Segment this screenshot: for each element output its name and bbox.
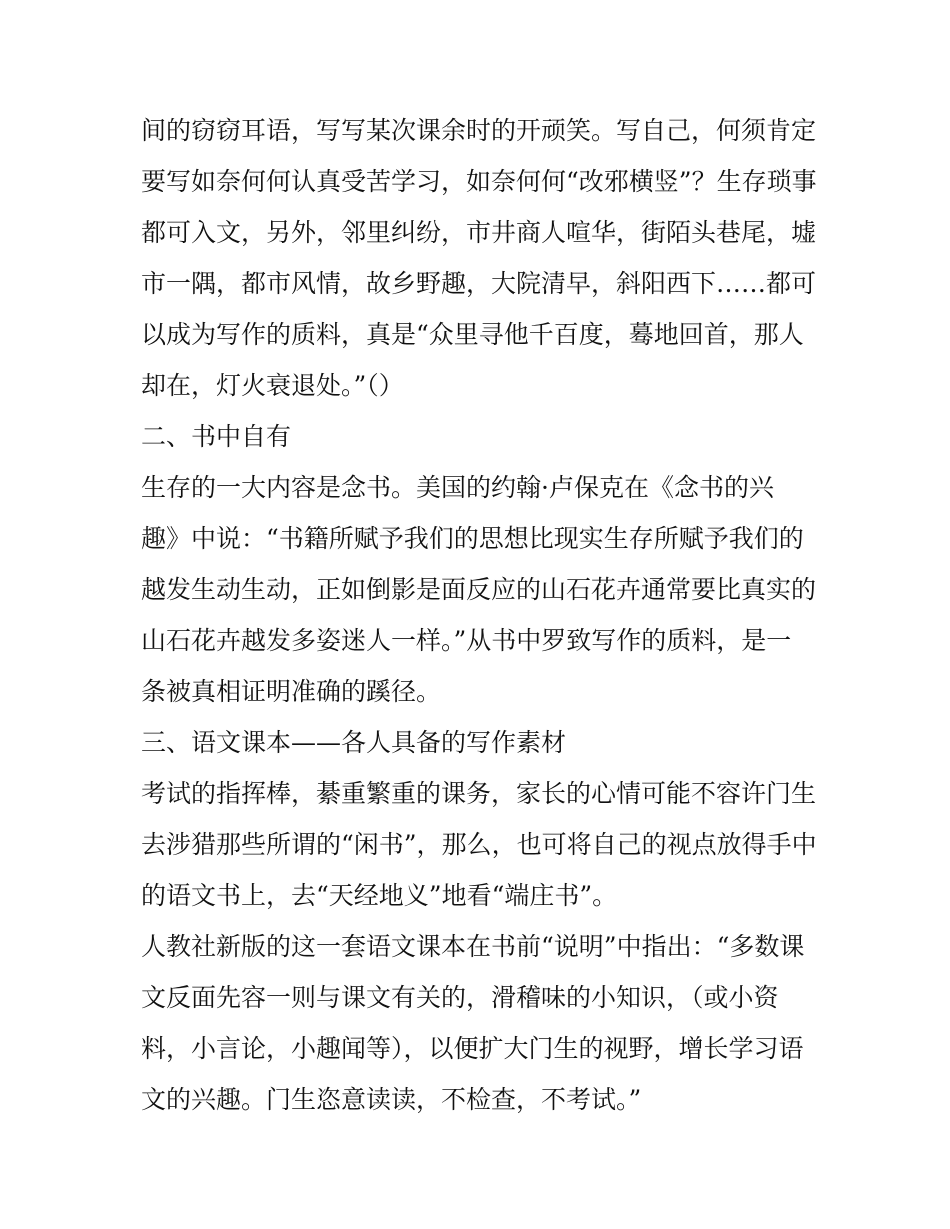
body-text-line: 要写如奈何何认真受苦学习，如奈何何“改邪横竖”？生存琐事 — [141, 167, 817, 196]
body-text-line: 生存的一大内容是念书。美国的约翰·卢保克在《念书的兴 — [141, 473, 774, 502]
body-text-line: 文反面先容一则与课文有关的，滑稽味的小知识，（或小资 — [141, 983, 779, 1012]
body-text-line: 间的窃窃耳语，写写某次课余时的开顽笑。写自己，何须肯定 — [141, 116, 817, 145]
body-text-line: 越发生动生动，正如倒影是面反应的山石花卉通常要比真实的 — [141, 575, 817, 604]
document-body — [141, 105, 817, 1125]
body-text-line: 去涉猎那些所谓的“闲书”，那么，也可将自己的视点放得手中 — [141, 830, 817, 859]
body-text-line: 考试的指挥棒，綦重繁重的课务，家长的心情可能不容许门生 — [141, 779, 817, 808]
body-text-line: 趣》中说：“书籍所赋予我们的思想比现实生存所赋予我们的 — [141, 524, 804, 553]
body-text-line: 条被真相证明准确的蹊径。 — [141, 677, 442, 706]
body-text-line: 人教社新版的这一套语文课本在书前“说明”中指出：“多数课 — [141, 932, 805, 961]
body-text-line: 市一隅，都市风情，故乡野趣，大院清早，斜阳西下……都可 — [141, 269, 817, 298]
body-text-line: 却在，灯火衰退处。”（） — [141, 371, 404, 400]
body-text-line: 的语文书上，去“天经地义”地看“端庄书”。 — [141, 881, 618, 910]
section-heading: 二、书中自有 — [141, 422, 292, 451]
body-text-line: 文的兴趣。门生恣意读读，不检查，不考试。” — [141, 1085, 642, 1114]
body-text-line: 都可入文，另外，邻里纠纷，市井商人喧华，街陌头巷尾，墟 — [141, 218, 817, 247]
body-text-line: 山石花卉越发多姿迷人一样。”从书中罗致写作的质料，是一 — [141, 626, 792, 655]
section-heading: 三、语文课本——各人具备的写作素材 — [141, 728, 567, 757]
body-text-line: 以成为写作的质料，真是“众里寻他千百度，蓦地回首，那人 — [141, 320, 804, 349]
body-text-line: 料，小言论，小趣闻等），以便扩大门生的视野，增长学习语 — [141, 1034, 804, 1063]
